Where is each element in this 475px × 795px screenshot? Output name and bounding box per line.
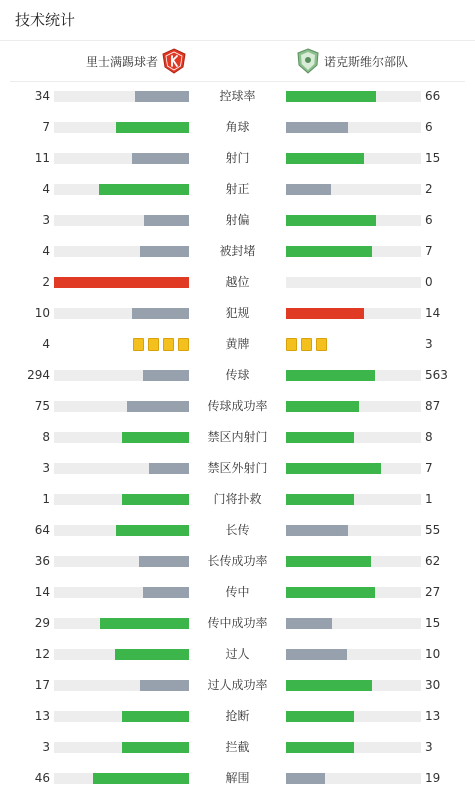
home-stat-bar: [54, 370, 189, 381]
away-stat-value: 62: [425, 554, 441, 568]
home-stat-bar-fill: [135, 91, 189, 102]
away-stat-bar: [286, 370, 421, 381]
away-stat-bar: [286, 401, 421, 412]
away-stat-value: 563: [425, 368, 448, 382]
home-stat-bar-fill: [139, 556, 189, 567]
stat-row: [0, 117, 475, 137]
away-stat-bar: [286, 649, 421, 660]
away-stat-bar-fill: [286, 742, 354, 753]
stat-row: [0, 582, 475, 602]
stat-row: [0, 737, 475, 757]
stat-name: 传中: [225, 585, 250, 599]
home-stat-bar: [54, 587, 189, 598]
away-stat-value: 15: [425, 616, 441, 630]
home-stat-bar: [54, 246, 189, 257]
home-stat-bar: [54, 618, 189, 629]
home-stat-bar-fill: [100, 618, 189, 629]
yellow-card-icon: [163, 338, 174, 351]
stat-row: [0, 396, 475, 416]
home-stat-value: 12: [34, 647, 50, 661]
away-stat-value: 66: [425, 89, 441, 103]
home-stat-bar-fill: [132, 308, 189, 319]
away-stat-bar-fill: [286, 773, 325, 784]
away-team[interactable]: [292, 46, 408, 76]
home-stat-value: 10: [34, 306, 50, 320]
away-stat-bar-fill: [286, 215, 376, 226]
away-stat-bar-fill: [286, 525, 348, 536]
home-stat-value: 294: [27, 368, 50, 382]
away-stat-value: 14: [425, 306, 441, 320]
home-stat-bar: [54, 401, 189, 412]
home-stat-bar-fill: [116, 525, 189, 536]
away-stat-value: 87: [425, 399, 441, 413]
away-stat-bar-fill: [286, 91, 376, 102]
stat-name: 长传成功率: [207, 554, 268, 568]
stat-name: 门将扑救: [213, 492, 262, 506]
home-stat-bar-fill: [140, 680, 189, 691]
away-stat-bar: [286, 153, 421, 164]
home-stat-bar: [54, 122, 189, 133]
stat-name: 角球: [225, 120, 250, 134]
home-stat-bar: [54, 184, 189, 195]
home-stat-bar: [54, 742, 189, 753]
home-team-logo-icon: [162, 48, 186, 74]
stat-name: 过人: [225, 647, 250, 661]
away-stat-bar-fill: [286, 587, 375, 598]
stat-name: 抢断: [225, 709, 250, 723]
home-stat-bar: [54, 277, 189, 288]
home-stat-bar-fill: [99, 184, 189, 195]
home-stat-bar-fill: [122, 711, 190, 722]
yellow-card-icon: [301, 338, 312, 351]
away-stat-value: 1: [425, 492, 433, 506]
away-stat-value: 3: [425, 740, 433, 754]
home-team-name: 里士满踢球者: [85, 54, 158, 69]
home-stat-value: 34: [34, 89, 50, 103]
home-stat-value: 8: [42, 430, 50, 444]
away-stat-bar-fill: [286, 649, 347, 660]
stat-name: 射正: [225, 182, 250, 196]
stat-name: 射偏: [225, 213, 250, 227]
away-stat-bar-fill: [286, 680, 372, 691]
away-stat-bar-fill: [286, 122, 348, 133]
home-stat-bar: [54, 153, 189, 164]
home-stat-value: 36: [34, 554, 50, 568]
stat-name: 传球: [225, 368, 250, 382]
away-stat-value: 10: [425, 647, 441, 661]
stat-row: [0, 551, 475, 571]
stat-row: [0, 303, 475, 323]
stat-row: [0, 768, 475, 788]
away-stat-bar: [286, 556, 421, 567]
home-stat-bar-fill: [140, 246, 189, 257]
home-stat-value: 1: [42, 492, 50, 506]
home-stat-bar: [54, 773, 189, 784]
home-stat-bar: [54, 308, 189, 319]
away-stat-bar-fill: [286, 370, 375, 381]
home-stat-bar-fill: [122, 494, 190, 505]
stat-name: 解围: [225, 771, 250, 785]
stat-row: [0, 613, 475, 633]
stat-name: 传球成功率: [207, 399, 268, 413]
away-stat-bar-fill: [286, 618, 332, 629]
away-stat-value: 7: [425, 244, 433, 258]
away-stat-bar-fill: [286, 556, 371, 567]
stat-row: [0, 458, 475, 478]
home-stat-value: 3: [42, 740, 50, 754]
away-yellow-cards: [286, 338, 327, 351]
away-stat-bar: [286, 215, 421, 226]
away-stat-value: 30: [425, 678, 441, 692]
home-yellow-cards: [133, 338, 189, 351]
stat-row: [0, 489, 475, 509]
home-stat-bar: [54, 432, 189, 443]
away-team-name: 诺克斯维尔部队: [324, 54, 409, 69]
away-stat-bar: [286, 618, 421, 629]
stat-row: [0, 706, 475, 726]
home-stat-bar: [54, 556, 189, 567]
away-stat-bar-fill: [286, 184, 331, 195]
home-stat-bar: [54, 711, 189, 722]
away-stat-bar: [286, 711, 421, 722]
home-stat-bar-fill: [116, 122, 189, 133]
home-stat-bar-fill: [143, 370, 189, 381]
home-stat-value: 4: [42, 182, 50, 196]
stat-row: [0, 210, 475, 230]
home-stat-bar-fill: [132, 153, 189, 164]
stat-row: [0, 148, 475, 168]
home-stat-value: 29: [34, 616, 50, 630]
away-team-logo-icon: [296, 48, 320, 74]
stat-row: [0, 241, 475, 261]
home-stat-bar-fill: [115, 649, 189, 660]
home-stat-value: 46: [34, 771, 50, 785]
stat-row: [0, 86, 475, 106]
home-stat-bar: [54, 525, 189, 536]
away-stat-bar: [286, 587, 421, 598]
stat-row: [0, 644, 475, 664]
teams-header: [0, 46, 475, 76]
home-stat-bar-fill: [122, 432, 190, 443]
header-divider: [0, 40, 475, 41]
stat-row: [0, 179, 475, 199]
away-stat-bar: [286, 680, 421, 691]
stat-row: [0, 365, 475, 385]
home-stat-value: 64: [34, 523, 50, 537]
home-stat-bar-fill: [144, 215, 189, 226]
home-stat-value: 13: [34, 709, 50, 723]
away-stat-bar: [286, 122, 421, 133]
away-stat-bar: [286, 91, 421, 102]
home-stat-value: 75: [34, 399, 50, 413]
away-stat-bar-fill: [286, 246, 372, 257]
away-stat-bar: [286, 525, 421, 536]
home-stat-bar: [54, 649, 189, 660]
teams-divider: [10, 81, 465, 82]
away-stat-bar: [286, 246, 421, 257]
away-stat-bar: [286, 742, 421, 753]
away-stat-value: 27: [425, 585, 441, 599]
home-stat-bar-fill: [149, 463, 190, 474]
home-stat-bar-fill: [54, 277, 189, 288]
home-stat-value: 17: [34, 678, 50, 692]
stat-name: 拦截: [225, 740, 250, 754]
away-stat-value: 0: [425, 275, 433, 289]
stat-name: 过人成功率: [207, 678, 268, 692]
stat-name: 越位: [225, 275, 250, 289]
yellow-card-icon: [286, 338, 297, 351]
home-stat-value: 11: [34, 151, 50, 165]
stat-row: [0, 272, 475, 292]
away-stat-bar-fill: [286, 308, 364, 319]
away-stat-bar: [286, 463, 421, 474]
stat-row: [0, 427, 475, 447]
home-stat-bar: [54, 680, 189, 691]
home-stat-value: 3: [42, 461, 50, 475]
away-stat-bar: [286, 277, 421, 288]
stat-name: 射门: [225, 151, 250, 165]
away-stat-bar: [286, 773, 421, 784]
home-stat-value: 14: [34, 585, 50, 599]
away-stat-value: 6: [425, 120, 433, 134]
away-stat-value: 6: [425, 213, 433, 227]
home-stat-value: 7: [42, 120, 50, 134]
away-stat-bar-fill: [286, 711, 354, 722]
away-stat-value: 15: [425, 151, 441, 165]
home-stat-bar-fill: [127, 401, 189, 412]
stat-row: [0, 520, 475, 540]
away-stat-value: 3: [425, 337, 433, 351]
home-stat-value: 2: [42, 275, 50, 289]
stat-name: 长传: [225, 523, 250, 537]
away-stat-bar: [286, 432, 421, 443]
yellow-card-icon: [133, 338, 144, 351]
stat-row: [0, 334, 475, 354]
stat-name: 传中成功率: [207, 616, 268, 630]
yellow-card-icon: [316, 338, 327, 351]
away-stat-bar: [286, 308, 421, 319]
stat-name: 被封堵: [219, 244, 256, 258]
away-stat-value: 8: [425, 430, 433, 444]
away-stat-bar-fill: [286, 432, 354, 443]
stat-name: 禁区外射门: [207, 461, 268, 475]
yellow-card-icon: [148, 338, 159, 351]
away-stat-bar: [286, 494, 421, 505]
page-title: 技术统计: [15, 11, 76, 29]
home-stat-value: 4: [42, 244, 50, 258]
away-stat-value: 2: [425, 182, 433, 196]
away-stat-bar-fill: [286, 401, 359, 412]
home-stat-bar-fill: [122, 742, 190, 753]
stat-row: [0, 675, 475, 695]
away-stat-value: 19: [425, 771, 441, 785]
yellow-card-icon: [178, 338, 189, 351]
home-stat-bar: [54, 91, 189, 102]
away-stat-bar-fill: [286, 463, 381, 474]
away-stat-bar-fill: [286, 153, 364, 164]
away-stat-value: 13: [425, 709, 441, 723]
away-stat-bar: [286, 184, 421, 195]
stat-name: 犯规: [225, 306, 250, 320]
home-stat-bar: [54, 494, 189, 505]
home-stat-value: 3: [42, 213, 50, 227]
home-stat-bar-fill: [93, 773, 189, 784]
stat-name: 禁区内射门: [207, 430, 268, 444]
away-stat-bar-fill: [286, 494, 354, 505]
stat-name: 黄牌: [225, 337, 250, 351]
away-stat-value: 7: [425, 461, 433, 475]
home-stat-bar-fill: [143, 587, 189, 598]
home-stat-bar: [54, 215, 189, 226]
home-team[interactable]: [86, 46, 190, 76]
stat-name: 控球率: [219, 89, 256, 103]
home-stat-bar: [54, 463, 189, 474]
home-stat-value: 4: [42, 337, 50, 351]
away-stat-value: 55: [425, 523, 441, 537]
